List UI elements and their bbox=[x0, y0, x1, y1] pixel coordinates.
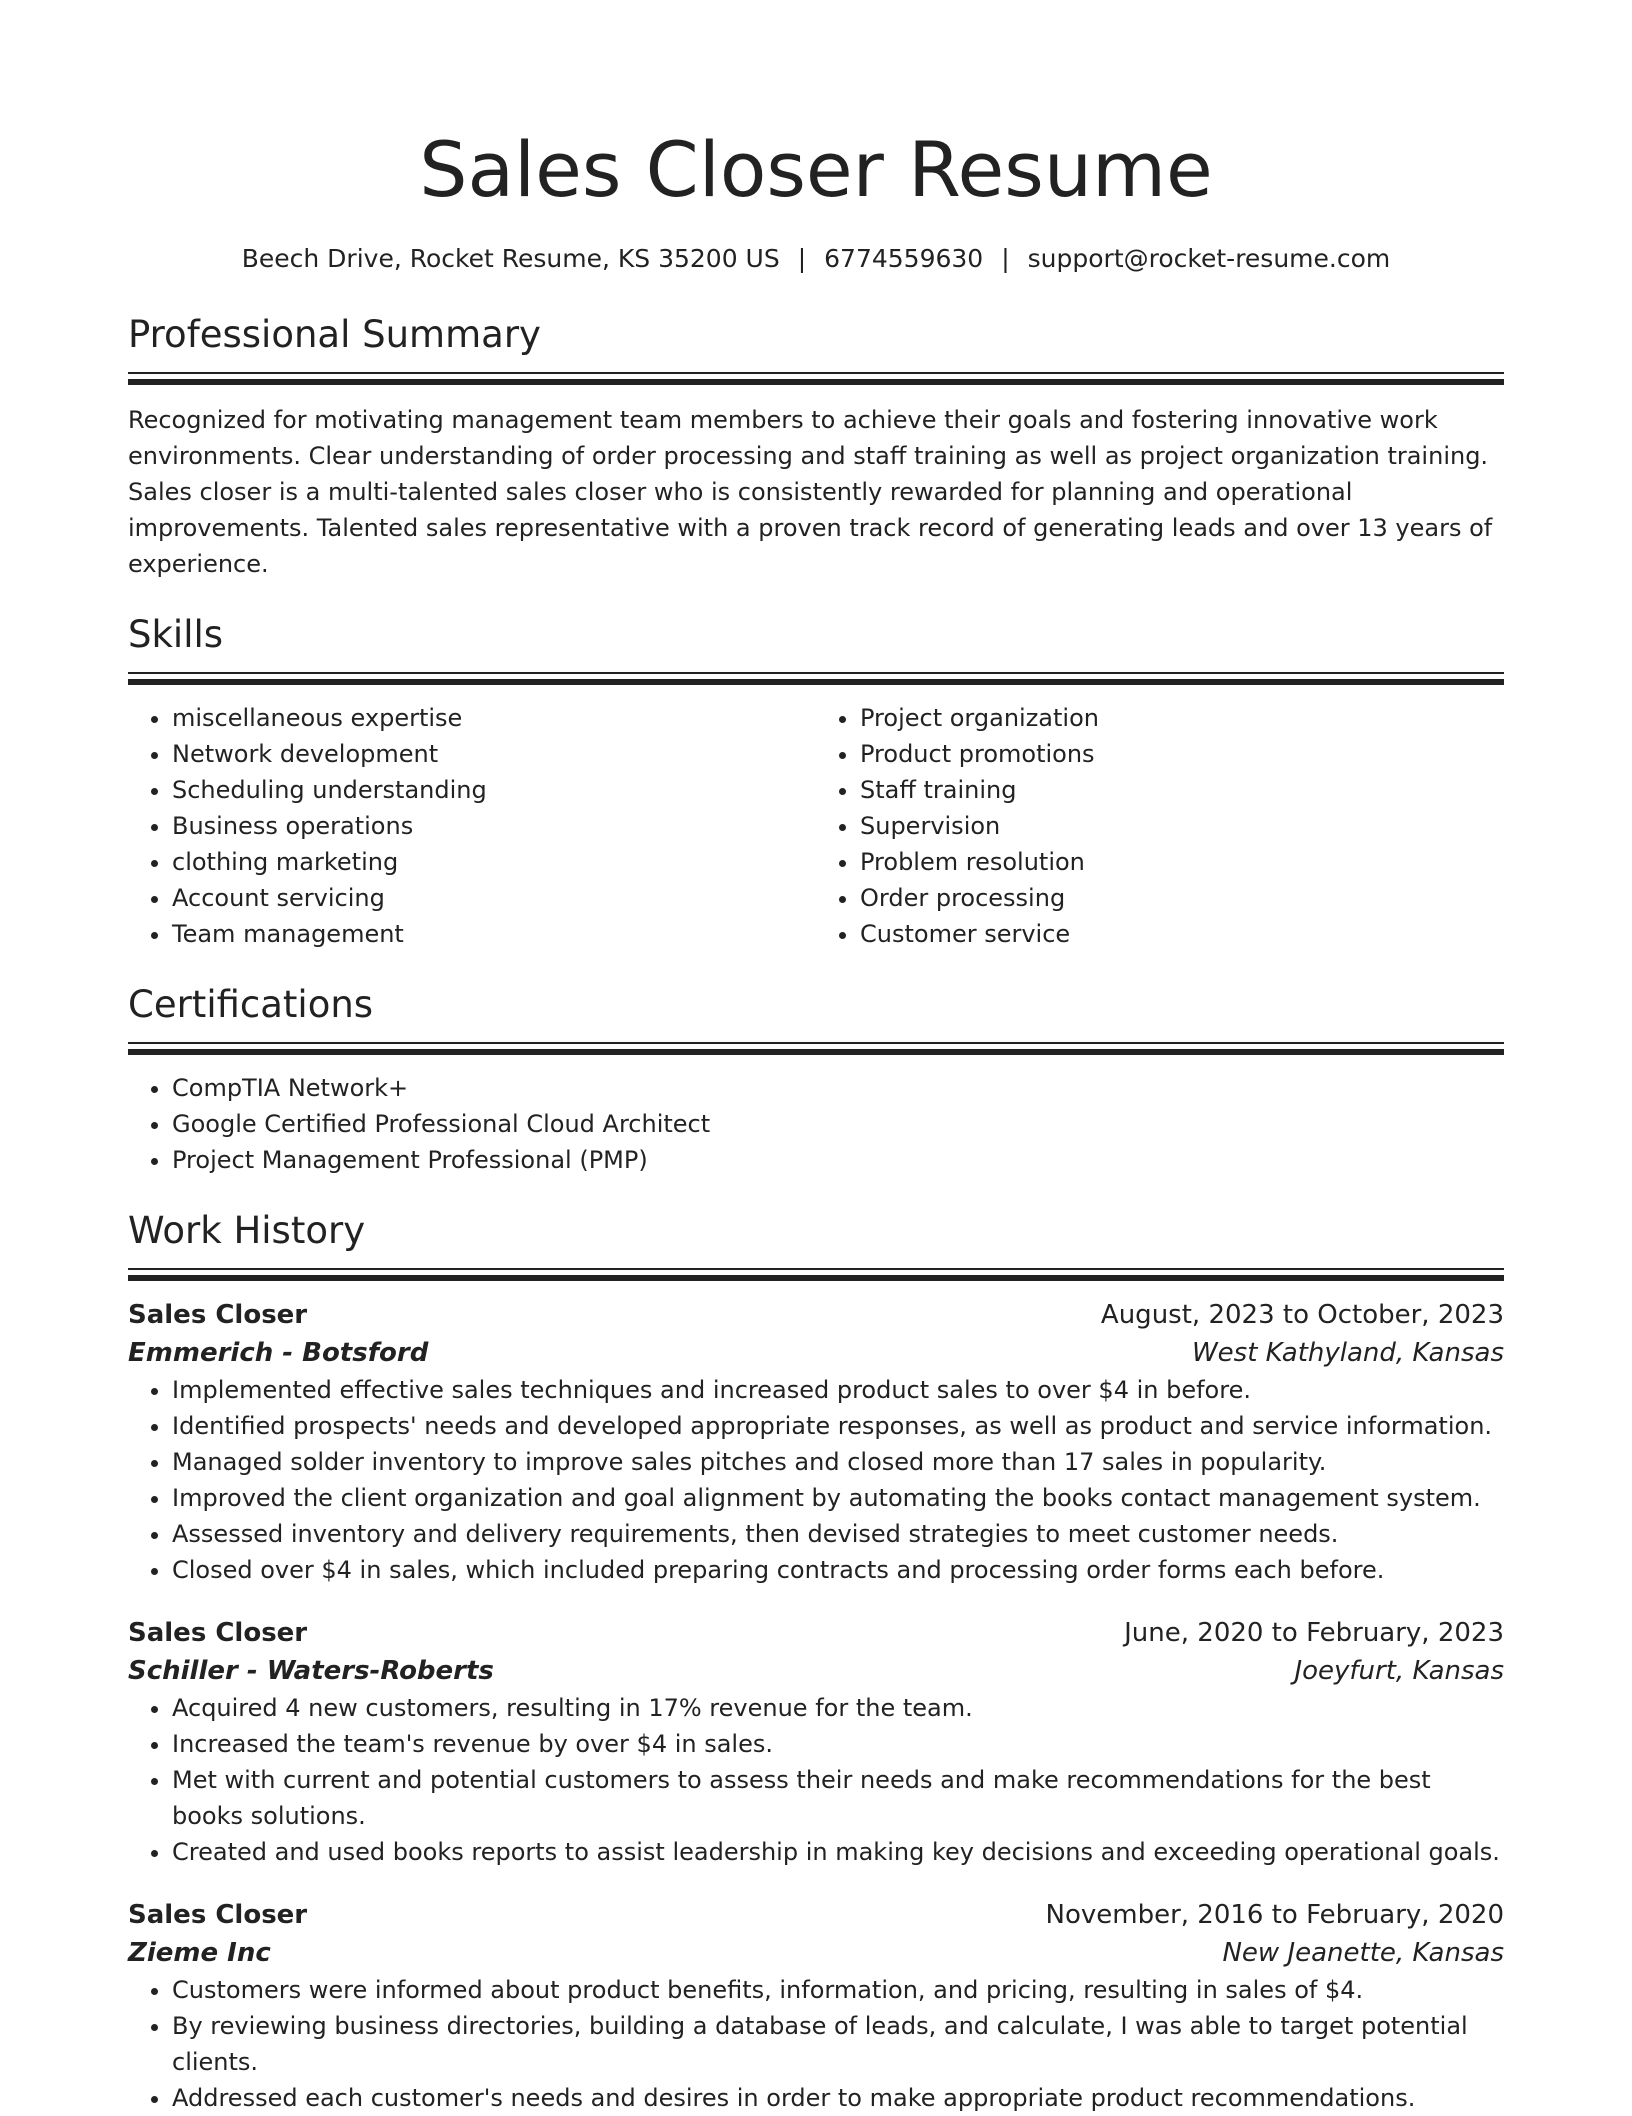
job-company: Schiller - Waters-Roberts bbox=[128, 1656, 494, 1686]
certifications-section bbox=[128, 980, 1504, 1178]
job-location: Joeyfurt, Kansas bbox=[1294, 1656, 1504, 1686]
job-company-row bbox=[128, 1334, 1504, 1372]
skill-item: • Supervision bbox=[860, 808, 1504, 844]
job-dates: November, 2016 to February, 2020 bbox=[1045, 1900, 1504, 1930]
skill-item: • Product promotions bbox=[860, 736, 1504, 772]
skills-heading: Skills bbox=[128, 613, 224, 656]
job-entry bbox=[128, 1896, 1504, 2116]
job-bullet: • Closed over $4 in sales, which included preparing contracts and processing order forms each before. bbox=[172, 1552, 1504, 1588]
job-bullet: • Customers were informed about product benefits, information, and pricing, resulting in sales of $4. bbox=[172, 1972, 1504, 2008]
job-bullet-list bbox=[128, 1972, 1504, 2116]
job-bullet: • Met with current and potential customers to assess their needs and make recommendations for the best books solutions. bbox=[172, 1762, 1504, 1834]
job-dates: August, 2023 to October, 2023 bbox=[1100, 1300, 1504, 1330]
job-bullet: • Created and used books reports to assist leadership in making key decisions and exceeding operational goals. bbox=[172, 1834, 1504, 1870]
skill-item: • Order processing bbox=[860, 880, 1504, 916]
job-dates: June, 2020 to February, 2023 bbox=[1124, 1618, 1504, 1648]
skill-item: • Customer service bbox=[860, 916, 1504, 952]
job-company-row bbox=[128, 1934, 1504, 1972]
certifications-list bbox=[128, 1070, 1504, 1178]
skill-item: • Staff training bbox=[860, 772, 1504, 808]
job-bullet-list bbox=[128, 1372, 1504, 1588]
certification-item: • Google Certified Professional Cloud Architect bbox=[172, 1106, 1504, 1142]
certifications-heading: Certifications bbox=[128, 983, 374, 1026]
skill-item: • Project organization bbox=[860, 700, 1504, 736]
contact-phone: 6774559630 bbox=[824, 244, 984, 273]
job-company: Emmerich - Botsford bbox=[128, 1338, 429, 1368]
job-location: New Jeanette, Kansas bbox=[1222, 1938, 1504, 1968]
job-header-row bbox=[128, 1614, 1504, 1652]
skills-list-right bbox=[816, 700, 1504, 952]
summary-text: Recognized for motivating management team members to achieve their goals and fostering innovative work environments. Clear understanding of order processing and staff training as well as project organization training. Sales closer is a multi-talented sales closer who is consistently rewarded for planning and operational improvements. Talented sales representative with a proven track record of generating leads and over 13 years of experience. bbox=[128, 406, 1493, 578]
skills-section bbox=[128, 610, 1504, 952]
job-header-row bbox=[128, 1296, 1504, 1334]
skill-item: • Network development bbox=[172, 736, 816, 772]
skill-item: • Scheduling understanding bbox=[172, 772, 816, 808]
section-divider bbox=[128, 672, 1504, 684]
job-location: West Kathyland, Kansas bbox=[1191, 1338, 1504, 1368]
job-title: Sales Closer bbox=[128, 1300, 308, 1330]
skill-item: • Team management bbox=[172, 916, 816, 952]
job-bullet: • Managed solder inventory to improve sales pitches and closed more than 17 sales in popularity. bbox=[172, 1444, 1504, 1480]
job-title: Sales Closer bbox=[128, 1618, 308, 1648]
job-company: Zieme Inc bbox=[128, 1938, 271, 1968]
skills-list-left bbox=[128, 700, 816, 952]
contact-email: support@rocket-resume.com bbox=[1027, 244, 1391, 273]
job-bullet: • By reviewing business directories, building a database of leads, and calculate, I was able to target potential clients. bbox=[172, 2008, 1504, 2080]
work-history-section bbox=[128, 1206, 1504, 2116]
job-title: Sales Closer bbox=[128, 1900, 308, 1930]
section-divider bbox=[128, 372, 1504, 384]
summary-section bbox=[128, 310, 1504, 582]
job-bullet: • Assessed inventory and delivery requirements, then devised strategies to meet customer needs. bbox=[172, 1516, 1504, 1552]
job-header-row bbox=[128, 1896, 1504, 1934]
job-bullet: • Addressed each customer's needs and desires in order to make appropriate product recommendations. bbox=[172, 2080, 1504, 2116]
job-bullet: • Increased the team's revenue by over $4 in sales. bbox=[172, 1726, 1504, 1762]
job-entry bbox=[128, 1614, 1504, 1870]
skill-item: • Problem resolution bbox=[860, 844, 1504, 880]
job-bullet: • Acquired 4 new customers, resulting in 17% revenue for the team. bbox=[172, 1690, 1504, 1726]
certification-item: • Project Management Professional (PMP) bbox=[172, 1142, 1504, 1178]
contact-separator: | bbox=[1001, 244, 1010, 273]
contact-separator: | bbox=[797, 244, 807, 273]
skills-grid bbox=[128, 700, 1504, 952]
contact-line bbox=[128, 242, 1504, 276]
job-company-row bbox=[128, 1652, 1504, 1690]
section-divider bbox=[128, 1268, 1504, 1280]
skill-item: • clothing marketing bbox=[172, 844, 816, 880]
work-history-heading: Work History bbox=[128, 1209, 366, 1252]
section-divider bbox=[128, 1042, 1504, 1054]
skill-item: • miscellaneous expertise bbox=[172, 700, 816, 736]
job-bullet: • Improved the client organization and goal alignment by automating the books contact management system. bbox=[172, 1480, 1504, 1516]
job-bullet-list bbox=[128, 1690, 1504, 1870]
contact-address: Beech Drive, Rocket Resume, KS 35200 US bbox=[241, 244, 780, 273]
certification-item: • CompTIA Network+ bbox=[172, 1070, 1504, 1106]
skills-column-left bbox=[128, 700, 816, 952]
skill-item: • Account servicing bbox=[172, 880, 816, 916]
summary-heading: Professional Summary bbox=[128, 313, 541, 356]
skill-item: • Business operations bbox=[172, 808, 816, 844]
job-bullet: • Implemented effective sales techniques and increased product sales to over $4 in before. bbox=[172, 1372, 1504, 1408]
page-title: Sales Closer Resume bbox=[419, 125, 1213, 214]
job-entry bbox=[128, 1296, 1504, 1588]
skills-column-right bbox=[816, 700, 1504, 952]
job-bullet: • Identified prospects' needs and developed appropriate responses, as well as product and service information. bbox=[172, 1408, 1504, 1444]
